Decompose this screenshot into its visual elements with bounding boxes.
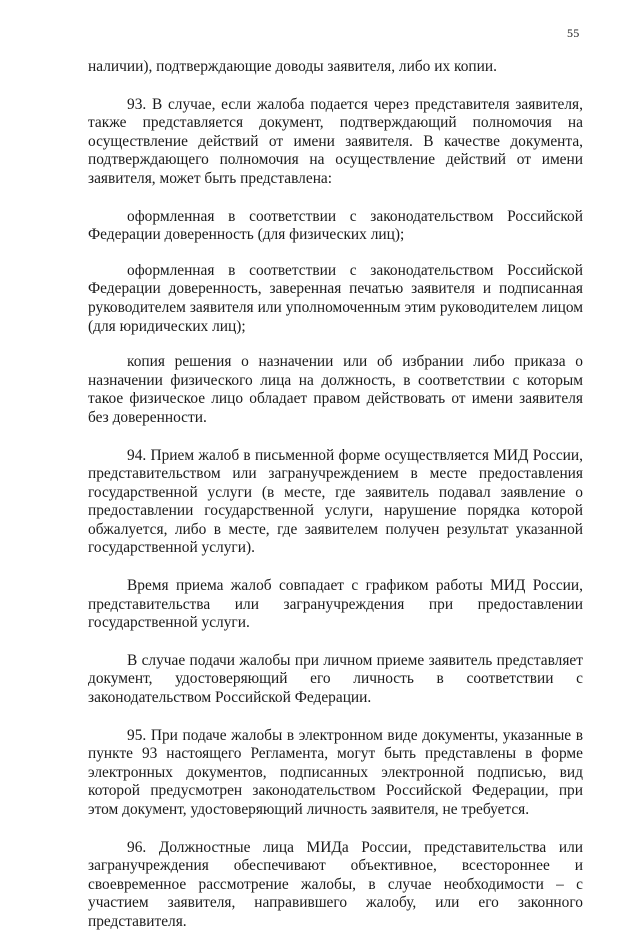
paragraph-94-schedule: Время приема жалоб совпадает с графиком работы МИД России, представительства или загранучреждения при предоставлении государственной услуги. xyxy=(88,577,583,632)
paragraph-93-item-3: копия решения о назначении или об избрании либо приказа о назначении физического лица на должность, в соответствии с которым такое физическое лицо обладает правом действовать от имени заявителя без доверенности. xyxy=(88,353,583,426)
paragraph-94-personal: В случае подачи жалобы при личном приеме заявитель представляет документ, удостоверяющий его личность в соответствии с законодательством Российской Федерации. xyxy=(88,651,583,707)
page-number: 55 xyxy=(567,26,580,40)
paragraph-93-item-1: оформленная в соответствии с законодательством Российской Федерации доверенность (для физических лиц); xyxy=(88,207,583,244)
paragraph-93-item-2: оформленная в соответствии с законодательством Российской Федерации доверенность, заверенная печатью заявителя и подписанная руководителем заявителя или уполномоченным этим руководителем лицом (для юридических лиц); xyxy=(88,261,583,335)
paragraph-95: 95. При подаче жалобы в электронном виде документы, указанные в пункте 93 настоящего Регламента, могут быть представлены в форме электронных документов, подписанных электронной подписью, вид которой предусмотрен законодательством Российской Федерации, при этом документ, удостоверяющий личность заявителя, не требуется. xyxy=(88,726,583,818)
paragraph-94: 94. Прием жалоб в письменной форме осуществляется МИД России, представительством или загранучреждением в месте предоставления государственной услуги (в месте, где заявитель подавал заявление о предоставлении государственной услуги, нарушение порядка которой обжалуется, либо в месте, где заявителем получен результат указанной государственной услуги). xyxy=(88,446,583,557)
paragraph-continuation: наличии), подтверждающие доводы заявителя, либо их копии. xyxy=(88,58,497,75)
paragraph-96: 96. Должностные лица МИДа России, представительства или загранучреждения обеспечивают объективное, всестороннее и своевременное рассмотрение жалобы, в случае необходимости – с участием заявителя, направившего жалобу, или его законного представителя. xyxy=(88,838,583,930)
paragraph-93: 93. В случае, если жалоба подается через представителя заявителя, также представляется документ, подтверждающий полномочия на осуществление действий от имени заявителя. В качестве документа, подтверждающего полномочия на осуществление действий от имени заявителя, может быть представлена: xyxy=(88,95,583,187)
document-body xyxy=(88,58,583,932)
